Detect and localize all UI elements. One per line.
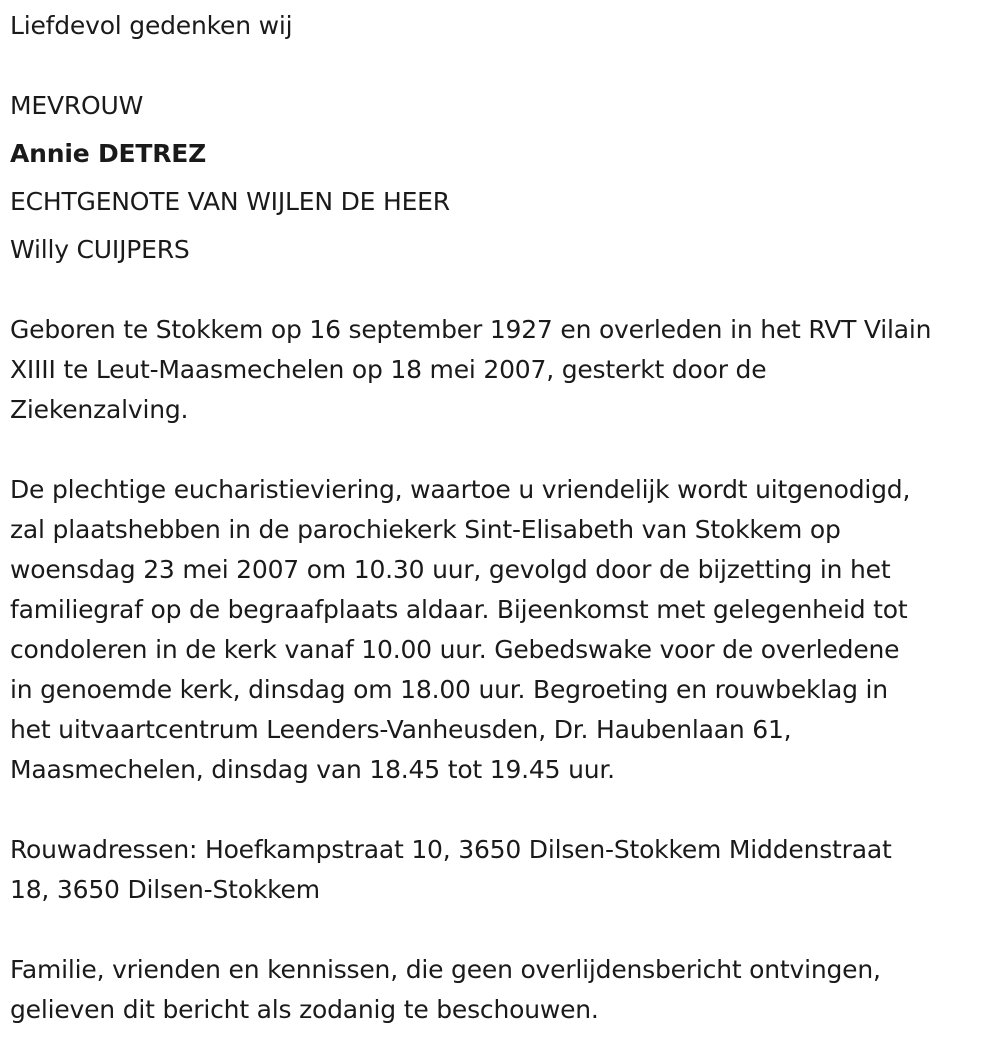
paragraph-line: in genoemde kerk, dinsdag om 18.00 uur. Begroeting en rouwbeklag in	[10, 675, 888, 704]
paragraph-line: Ziekenzalving.	[10, 395, 189, 424]
relation-text: ECHTGENOTE VAN WIJLEN DE HEER	[10, 187, 450, 216]
paragraph-line: familiegraf op de begraafplaats aldaar. Bijeenkomst met gelegenheid tot	[10, 595, 908, 624]
paragraph-line: woensdag 23 mei 2007 om 10.30 uur, gevolgd door de bijzetting in het	[10, 555, 891, 584]
paragraph-line: Rouwadressen: Hoefkampstraat 10, 3650 Dilsen-Stokkem Middenstraat	[10, 835, 892, 864]
paragraph-line: condoleren in de kerk vanaf 10.00 uur. Gebedswake voor de overledene	[10, 635, 900, 664]
title-prefix: MEVROUW	[10, 91, 144, 120]
paragraph-line: gelieven dit bericht als zodanig te beschouwen.	[10, 995, 599, 1024]
paragraph-line: Familie, vrienden en kennissen, die geen overlijdensbericht ontvingen,	[10, 955, 881, 984]
paragraph-line: Geboren te Stokkem op 16 september 1927 en overleden in het RVT Vilain	[10, 315, 932, 344]
deceased-name: Annie DETREZ	[10, 139, 207, 168]
paragraph-line: XIIII te Leut-Maasmechelen op 18 mei 2007, gesterkt door de	[10, 355, 767, 384]
paragraph-line: het uitvaartcentrum Leenders-Vanheusden, Dr. Haubenlaan 61,	[10, 715, 792, 744]
paragraph-line: Maasmechelen, dinsdag van 18.45 tot 19.45 uur.	[10, 755, 615, 784]
intro-text: Liefdevol gedenken wij	[10, 11, 293, 40]
spouse-name: Willy CUIJPERS	[10, 235, 190, 264]
paragraph-line: De plechtige eucharistieviering, waartoe u vriendelijk wordt uitgenodigd,	[10, 475, 911, 504]
paragraph-line: zal plaatshebben in de parochiekerk Sint-Elisabeth van Stokkem op	[10, 515, 841, 544]
paragraph-line: 18, 3650 Dilsen-Stokkem	[10, 875, 320, 904]
